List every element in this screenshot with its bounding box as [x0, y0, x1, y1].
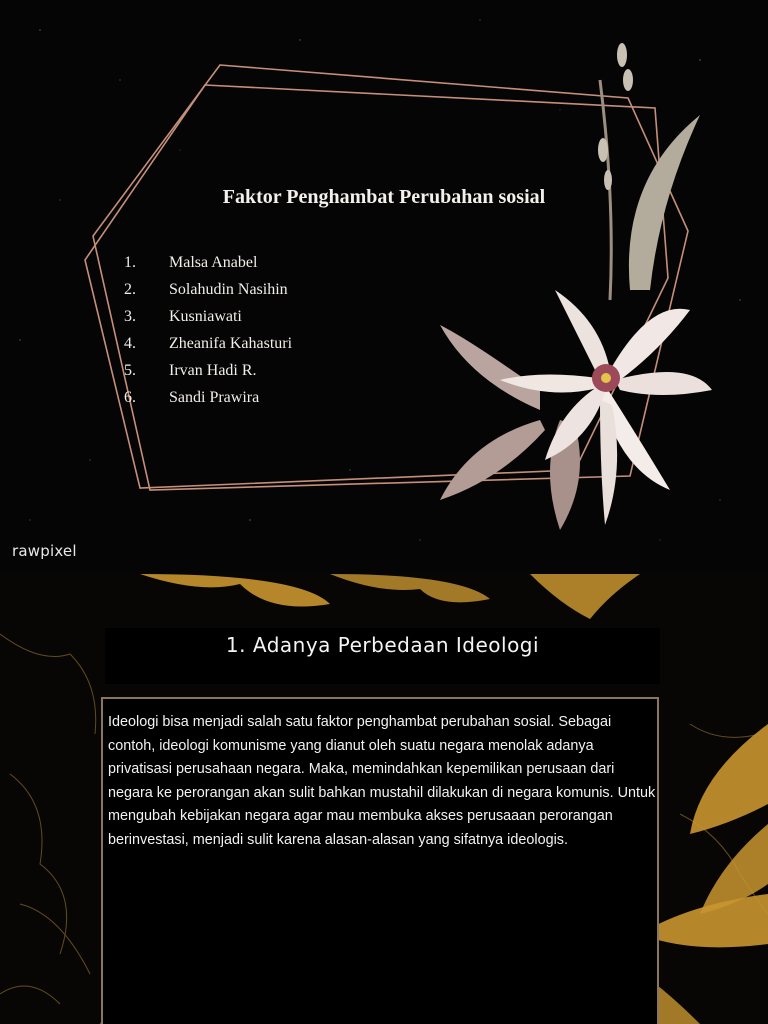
list-item [124, 389, 292, 416]
list-item [124, 362, 292, 389]
list-item [124, 308, 292, 335]
member-name: Irvan Hadi R. [169, 362, 257, 379]
member-name: Kusniawati [169, 308, 242, 325]
body-paragraph: Ideologi bisa menjadi salah satu faktor penghambat perubahan sosial. Sebagai contoh, ideologi komunisme yang dianut oleh suatu negara menolak adanya privatisasi perusahaan negara. Maka, memindahkan kepemilikan perusaan dari negara ke perorangan akan sulit bahkan mustahil dilakukan di negara komunis. Untuk mengubah kebijakan negara agar mau membuka akses perusaaan perorangan berinvestasi, menjadi sulit karena alasan-alasan yang sifatnya ideologis. [108, 714, 656, 848]
member-name: Malsa Anabel [169, 254, 258, 271]
member-name: Zheanifa Kahasturi [169, 335, 293, 352]
list-number: 6. [124, 389, 136, 406]
list-item [124, 281, 292, 308]
list-item [124, 335, 292, 362]
content-slide [0, 574, 768, 1024]
list-number: 3. [124, 308, 136, 325]
member-name: Sandi Prawira [169, 389, 260, 406]
list-item [124, 254, 292, 281]
list-number: 5. [124, 362, 136, 379]
list-number: 2. [124, 281, 136, 298]
slide-title: 1. Adanya Perbedaan Ideologi [225, 633, 540, 657]
list-number: 4. [124, 335, 136, 352]
lily-flower-illustration [440, 43, 712, 530]
member-name: Solahudin Nasihin [169, 281, 288, 298]
list-number: 1. [124, 254, 136, 271]
member-list [124, 254, 292, 416]
slide-title: Faktor Penghambat Perubahan sosial [222, 186, 546, 208]
rawpixel-watermark: rawpixel [12, 542, 77, 560]
